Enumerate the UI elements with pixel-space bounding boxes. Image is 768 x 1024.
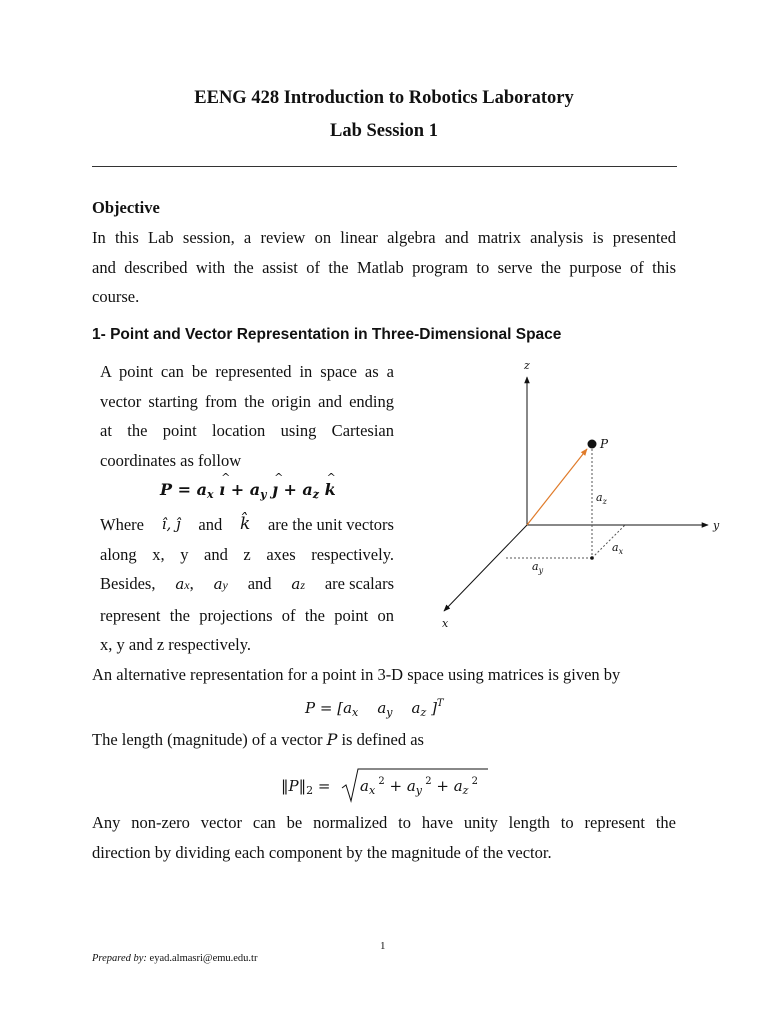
x-axis-label: x bbox=[442, 617, 449, 630]
besides-text: Besides, bbox=[100, 574, 156, 593]
author-email: eyad.almasri@emu.edu.tr bbox=[149, 953, 258, 964]
unit-i-j-symbols: ı̂, ȷ̂ bbox=[161, 515, 181, 533]
objective-heading: Objective bbox=[92, 198, 160, 217]
cartesian-3d-diagram bbox=[420, 355, 730, 640]
az-label: $a_z$ bbox=[596, 491, 607, 506]
prepared-by-label: Prepared by: bbox=[92, 953, 147, 964]
normalize-line: direction by dividing each component by the magnitude of the vector. bbox=[92, 842, 552, 862]
z-axis-label: z bbox=[524, 359, 530, 372]
point-description bbox=[100, 357, 394, 475]
unit-vectors-text: are the unit vectors bbox=[267, 515, 394, 534]
objective-line: course. bbox=[92, 287, 140, 306]
scalar-az: az bbox=[291, 575, 305, 593]
y-axis-label: y bbox=[713, 519, 720, 532]
objective-line: In this Lab session, a review on linear algebra and matrix analysis is presented bbox=[92, 228, 676, 247]
point-equation: $P = a_x$ ^ ı + $a_y$ ^ ȷ + $a_z$ ^ k bbox=[160, 480, 336, 501]
respectively-line: x, y and z respectively. bbox=[100, 635, 252, 654]
length-definition-line bbox=[92, 725, 424, 755]
intro-line: at the point location using Cartesian bbox=[100, 421, 394, 440]
point-p-label: P bbox=[600, 437, 609, 451]
scalars-text: are scalars bbox=[324, 574, 394, 593]
intro-line: vector starting from the origin and ending bbox=[100, 391, 394, 411]
footer bbox=[92, 953, 257, 964]
intro-line: coordinates as follow bbox=[100, 450, 242, 470]
page-number: 1 bbox=[380, 940, 386, 952]
and-text: and bbox=[198, 515, 223, 534]
position-vector bbox=[527, 449, 587, 525]
x-axis-line bbox=[444, 525, 527, 611]
where-text: Where bbox=[100, 515, 144, 534]
matrix-equation: $P = [a_x$ $a_y$ $a_z$ ]$^T$ bbox=[305, 698, 444, 719]
along-line: along x, y and z axes respectively. bbox=[100, 544, 394, 564]
unit-vector-paragraph bbox=[100, 510, 394, 660]
document-subtitle: Lab Session 1 bbox=[330, 121, 438, 141]
projections-line: represent the projections of the point on bbox=[100, 605, 394, 625]
header-divider bbox=[92, 166, 677, 167]
unit-k-symbol: k̂ bbox=[239, 514, 251, 534]
and-text-2: and bbox=[247, 574, 272, 593]
document-title: EENG 428 Introduction to Robotics Laboratory bbox=[194, 88, 574, 108]
intro-line: A point can be represented in space as a bbox=[100, 362, 394, 381]
sqrt-contents: $a_x$ $^2 + a_y$ $^2 + a_z$ $^2$ bbox=[360, 776, 478, 797]
alternative-representation-text: An alternative representation for a point in 3-D space using matrices is given by bbox=[92, 665, 621, 684]
objective-line: and described with the assist of the Matlab program to serve the purpose of this bbox=[92, 257, 676, 277]
length-text-before: The length (magnitude) of a vector bbox=[92, 730, 323, 749]
ay-label: $a_y$ bbox=[532, 560, 544, 575]
objective-paragraph bbox=[92, 223, 676, 312]
vector-p-symbol: P bbox=[326, 730, 338, 749]
normalize-line: Any non-zero vector can be normalized to have unity length to represent the bbox=[92, 813, 676, 832]
norm-equation: $‖P‖_2$ = bbox=[281, 777, 331, 797]
scalar-ay: ay bbox=[213, 575, 228, 593]
projection-dot bbox=[590, 556, 594, 560]
length-text-after: is defined as bbox=[341, 730, 424, 749]
scalar-ax: ax, bbox=[175, 574, 194, 593]
point-p-dot bbox=[588, 440, 597, 449]
ax-label: $a_x$ bbox=[612, 541, 624, 556]
section-1-heading: 1- Point and Vector Representation in Three-Dimensional Space bbox=[92, 326, 562, 343]
normalization-paragraph bbox=[92, 808, 676, 867]
